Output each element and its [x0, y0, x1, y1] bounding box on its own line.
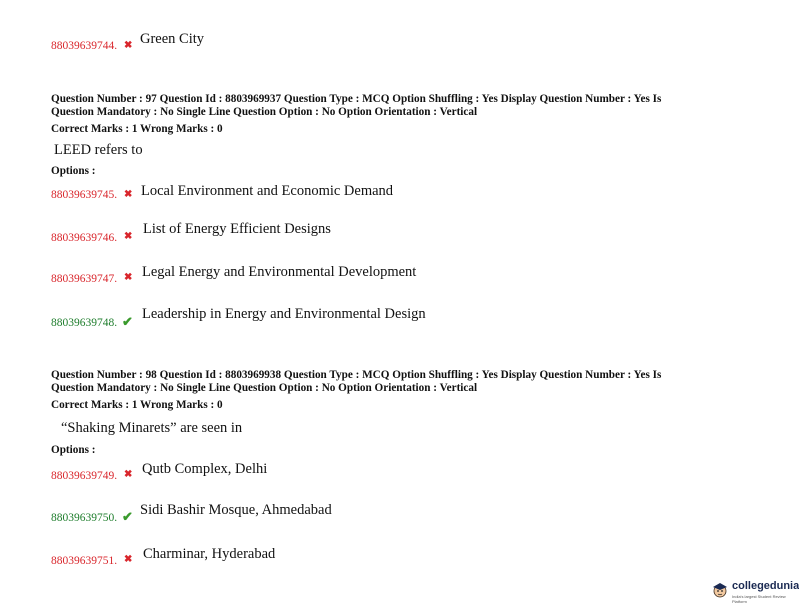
collegedunia-watermark: [711, 578, 799, 602]
option-text: List of Energy Efficient Designs: [143, 221, 331, 237]
question-text: LEED refers to: [54, 142, 143, 158]
wrong-mark-icon: ✖: [124, 469, 133, 480]
question-meta-line1: Question Number : 98 Question Id : 8803969938 Question Type : MCQ Option Shuffling : Yes Display Question Number : Yes Is: [51, 369, 662, 381]
marks-info: Correct Marks : 1 Wrong Marks : 0: [51, 399, 223, 411]
wrong-mark-icon: ✖: [124, 189, 133, 200]
question-meta-line2: Question Mandatory : No Single Line Question Option : No Option Orientation : Vertical: [51, 382, 478, 394]
graduate-face-icon: [711, 581, 729, 599]
question-text: “Shaking Minarets” are seen in: [61, 420, 243, 436]
correct-check-icon: ✔: [122, 314, 133, 329]
option-text: Sidi Bashir Mosque, Ahmedabad: [140, 502, 332, 518]
question-meta-line2: Question Mandatory : No Single Line Question Option : No Option Orientation : Vertical: [51, 106, 478, 118]
marks-info: Correct Marks : 1 Wrong Marks : 0: [51, 123, 223, 135]
correct-check-icon: ✔: [122, 509, 133, 524]
wrong-mark-icon: ✖: [124, 40, 133, 51]
option-id: 88039639746.: [51, 232, 118, 244]
option-text: Leadership in Energy and Environmental Design: [142, 306, 426, 322]
option-text: Local Environment and Economic Demand: [141, 183, 394, 199]
brand-tagline: India's largest Student Review Platform: [732, 594, 786, 604]
wrong-mark-icon: ✖: [124, 272, 133, 283]
option-id: 88039639745.: [51, 189, 118, 201]
option-id: 88039639750.: [51, 512, 118, 524]
question-meta-line1: Question Number : 97 Question Id : 8803969937 Question Type : MCQ Option Shuffling : Yes Display Question Number : Yes Is: [51, 93, 662, 105]
option-id: 88039639751.: [51, 555, 118, 567]
option-text: Qutb Complex, Delhi: [142, 461, 268, 477]
wrong-mark-icon: ✖: [124, 554, 133, 565]
option-text: Legal Energy and Environmental Development: [142, 264, 417, 280]
option-text: Green City: [140, 31, 205, 47]
wrong-mark-icon: ✖: [124, 231, 133, 242]
brand-name: collegedunia: [732, 580, 799, 592]
option-id: 88039639744.: [51, 40, 118, 52]
option-text: Charminar, Hyderabad: [143, 546, 276, 562]
options-label: Options :: [51, 165, 96, 177]
option-id: 88039639747.: [51, 273, 118, 285]
option-id: 88039639749.: [51, 470, 118, 482]
option-id: 88039639748.: [51, 317, 118, 329]
options-label: Options :: [51, 444, 96, 456]
